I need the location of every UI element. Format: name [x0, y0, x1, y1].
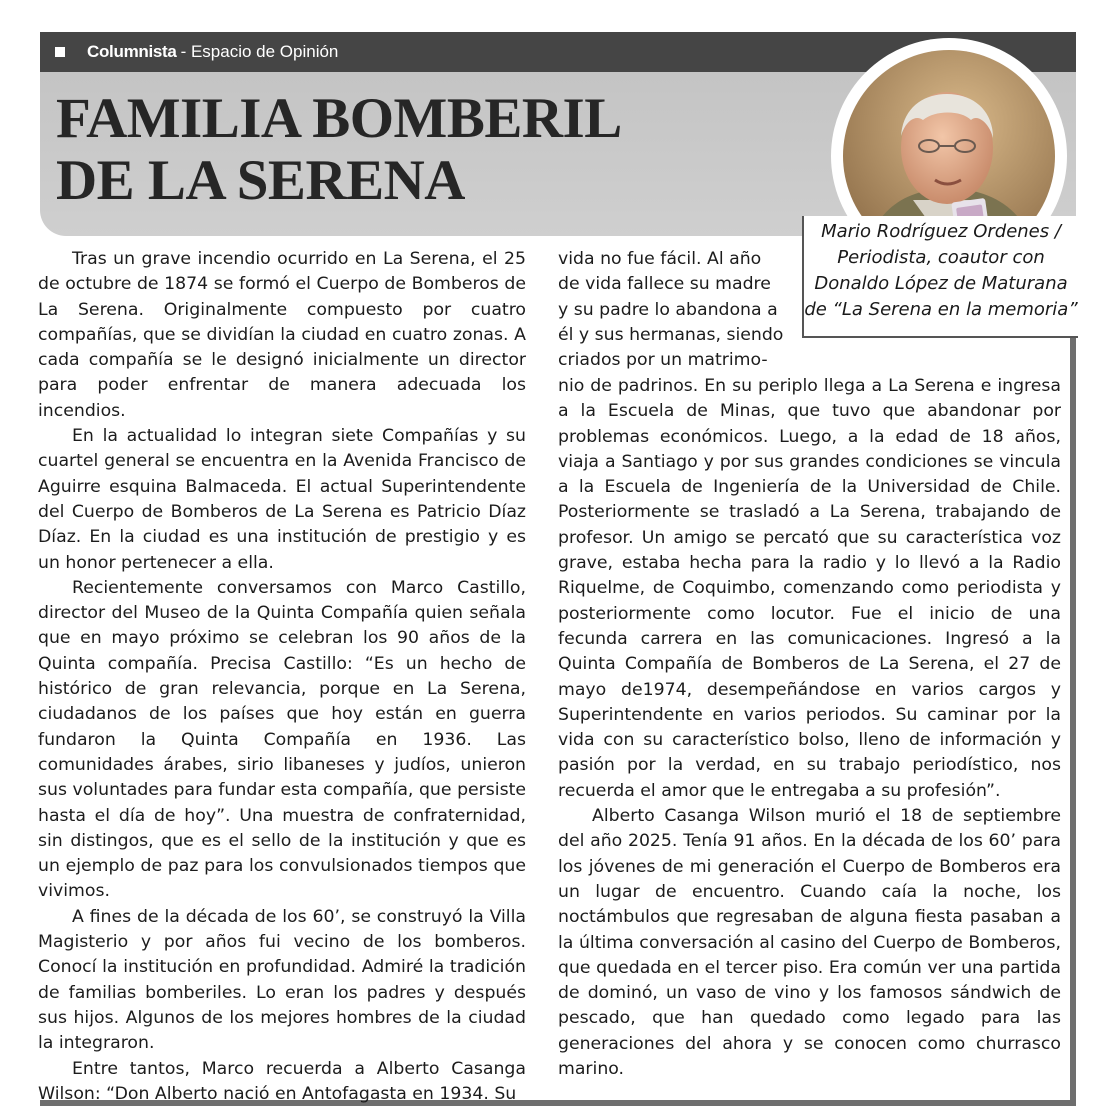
- article-column-right-top: [558, 247, 796, 373]
- headline-line-2: DE LA SERENA: [56, 149, 465, 212]
- article-paragraph: Tras un grave incendio ocurrido en La Serena, el 25 de octubre de 1874 se formó el Cuerpo de Bomberos de La Serena. Originalmente compuesto por cuatro compañías, que se dividían la ciudad en cuatro zonas. A cada compañía se le designó inicialmente un director para poder enfrentar de manera adecuada los incendios.: [38, 249, 526, 421]
- headline: [56, 88, 622, 212]
- bullet-square-icon: [55, 47, 65, 57]
- section-label: [55, 42, 338, 62]
- article-paragraph: Entre tantos, Marco recuerda a Alberto Casanga Wilson: “Don Alberto nació en Antofagasta en 1934. Su: [38, 1058, 526, 1104]
- article-paragraph: Recientemente conversamos con Marco Castillo, director del Museo de la Quinta Compañía quien señala que en mayo próximo se celebran los 90 años de la Quinta compañía. Precisa Castillo: “Es un hecho de histórico de gran relevancia, porque en La Serena, ciudadanos de los países que hoy están en guerra fundaron la Quinta Compañía en 1936. Las comunidades árabes, sirio libaneses y judíos, unieron sus voluntades para fundar esta compañía, que persiste hasta el día de hoy”. Una muestra de confraternidad, sin distingos, que es el sello de la institución y que es un ejemplo de paz para los convulsionados tiempos que vivimos.: [38, 577, 526, 902]
- article-line: de vida fallece su madre: [558, 274, 771, 295]
- article-line: él y sus hermanas, siendo: [558, 324, 784, 345]
- caption-line: Mario Rodríguez Ordenes /: [821, 221, 1061, 242]
- article-line: y su padre lo abandona a: [558, 299, 778, 320]
- section-subtitle: - Espacio de Opinión: [180, 42, 339, 61]
- section-title: Columnista: [87, 42, 177, 61]
- article-paragraph: nio de padrinos. En su periplo llega a La Serena e ingresa a la Escuela de Minas, que tuvo que abandonar por problemas económicos. Luego, a la edad de 18 años, viaja a Santiago y por sus grandes condiciones se vincula a la Escuela de Ingeniería de la Universidad de Chile. Posteriormente se trasladó a La Serena, trabajando de profesor. Un amigo se percató que su característica voz grave, estaba hecha para la radio y lo llevó a la Radio Riquelme, de Coquimbo, comenzando como periodista y posteriormente como locutor. Fue el inicio de una fecunda carrera en las comunicaciones. Ingresó a la Quinta Compañía de Bomberos de La Serena, el 27 de mayo de1974, desempeñándose en varios cargos y Superintendente en varios periodos. Su caminar por la vida con su característico bolso, lleno de información y pasión por la verdad, en su trabajo periodístico, nos recuerda el amor que le entregaba a su profesión”.: [558, 376, 1061, 801]
- headline-line-1: FAMILIA BOMBERIL: [56, 87, 622, 150]
- article-column-right: [558, 374, 1061, 1082]
- caption-line: Periodista, coautor con: [837, 247, 1045, 268]
- article-column-left: [38, 247, 526, 1107]
- caption-line: Donaldo López de Maturana: [814, 273, 1068, 294]
- article-line: vida no fue fácil. Al año: [558, 249, 762, 269]
- article-paragraph: A fines de la década de los 60’, se construyó la Villa Magisterio y por años fui vecino de los bomberos. Conocí la institución en profundidad. Admiré la tradición de familias bomberiles. Lo eran los padres y después sus hijos. Algunos de los mejores hombres de la ciudad la integraron.: [38, 906, 526, 1054]
- article-paragraph: En la actualidad lo integran siete Compañías y su cuartel general se encuentra en la Avenida Francisco de Aguirre esquina Balmaceda. El actual Superintendente del Cuerpo de Bomberos de La Serena es Patricio Díaz Díaz. En la ciudad es una institución de prestigio y es un honor pertenecer a ella.: [38, 426, 526, 573]
- article-line: criados por un matrimo-: [558, 350, 768, 371]
- article-paragraph: Alberto Casanga Wilson murió el 18 de septiembre del año 2025. Tenía 91 años. En la década de los 60’ para los jóvenes de mi generación el Cuerpo de Bomberos era un lugar de encuentro. Cuando caía la noche, los noctámbulos que regresaban de alguna fiesta pasaban a la última conversación al casino del Cuerpo de Bomberos, que quedada en el tercer piso. Era común ver una partida de dominó, un vaso de vino y los famosos sándwich de pescado, que han quedado como legado para las generaciones del ahora y se conocen como churrasco marino.: [558, 806, 1061, 1080]
- caption-line: de “La Serena en la memoria”: [804, 299, 1078, 320]
- author-caption: [802, 216, 1078, 338]
